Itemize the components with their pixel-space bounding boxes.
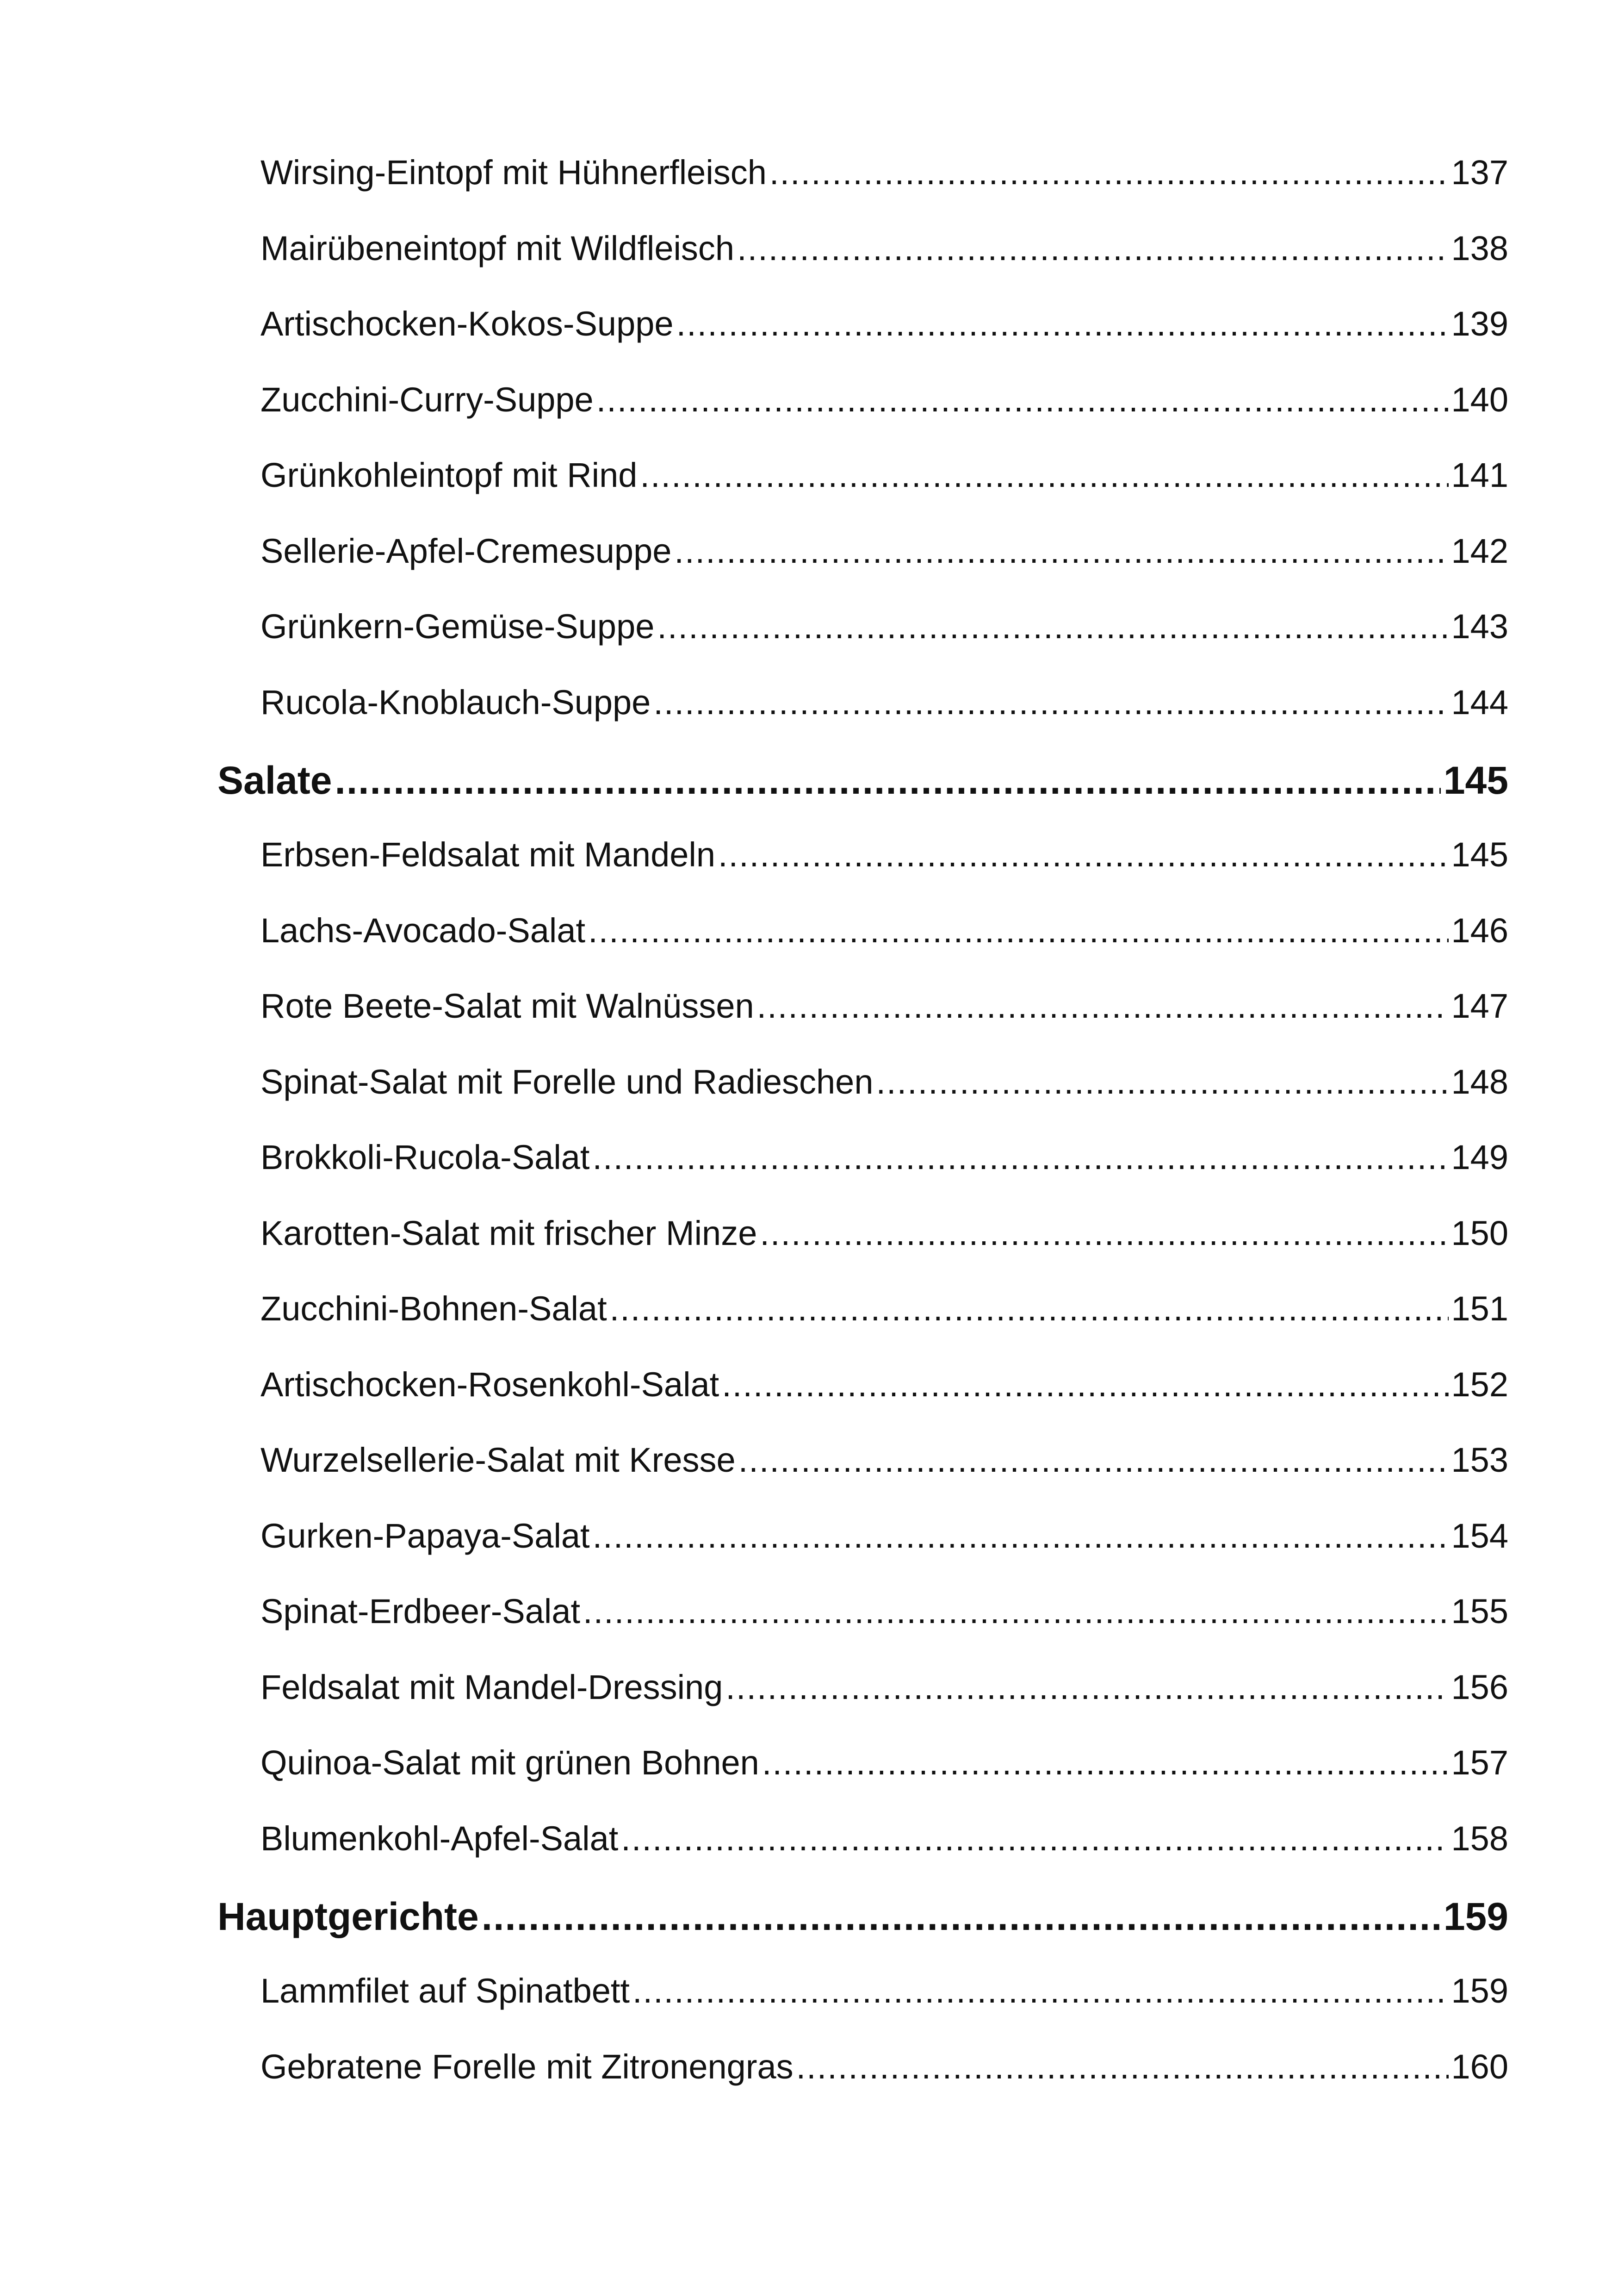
table-of-contents [217, 153, 1508, 2122]
toc-entry-title: Grünkern-Gemüse-Suppe [260, 607, 655, 646]
toc-chapter[interactable] [217, 758, 1508, 835]
toc-entry-title: Brokkoli-Rucola-Salat [260, 1138, 590, 1176]
toc-entry[interactable] [217, 1592, 1508, 1668]
toc-entry-page: 138 [1451, 229, 1508, 268]
toc-entry-title: Erbsen-Feldsalat mit Mandeln [260, 835, 715, 874]
toc-entry-title: Wirsing-Eintopf mit Hühnerfleisch [260, 153, 767, 192]
toc-entry[interactable] [217, 304, 1508, 380]
toc-entry-title: Zucchini-Curry-Suppe [260, 380, 594, 419]
dot-leader [593, 1138, 1449, 1177]
toc-entry[interactable] [217, 2047, 1508, 2123]
dot-leader [760, 1213, 1448, 1253]
dot-leader [676, 304, 1449, 343]
toc-entry-page: 150 [1451, 1213, 1508, 1252]
toc-entry-title: Blumenkohl-Apfel-Salat [260, 1819, 619, 1858]
toc-entry-page: 143 [1451, 607, 1508, 646]
dot-leader [653, 683, 1448, 722]
dot-leader [621, 1819, 1448, 1858]
toc-entry[interactable] [217, 531, 1508, 607]
toc-entry-page: 156 [1451, 1668, 1508, 1706]
dot-leader [588, 911, 1448, 950]
toc-entry-title: Gebratene Forelle mit Zitronengras [260, 2047, 794, 2086]
toc-chapter-page: 159 [1443, 1895, 1508, 1938]
toc-entry[interactable] [217, 911, 1508, 987]
toc-entry[interactable] [217, 1819, 1508, 1895]
toc-entry-title: Spinat-Salat mit Forelle und Radieschen [260, 1062, 874, 1101]
toc-chapter-page: 145 [1443, 759, 1508, 802]
toc-entry-page: 152 [1451, 1365, 1508, 1404]
toc-entry-title: Spinat-Erdbeer-Salat [260, 1592, 581, 1630]
toc-chapter-title: Salate [217, 759, 332, 802]
toc-entry-page: 144 [1451, 683, 1508, 722]
toc-entry-page: 153 [1451, 1441, 1508, 1479]
toc-entry-title: Artischocken-Kokos-Suppe [260, 305, 674, 343]
toc-entry[interactable] [217, 455, 1508, 531]
toc-entry[interactable] [217, 1743, 1508, 1819]
toc-entry-page: 157 [1451, 1743, 1508, 1782]
dot-leader [610, 1289, 1449, 1328]
dot-leader [640, 455, 1448, 495]
toc-entry-title: Grünkohleintopf mit Rind [260, 456, 638, 494]
toc-entry-page: 142 [1451, 531, 1508, 570]
toc-entry-title: Mairübeneintopf mit Wildfleisch [260, 229, 735, 268]
toc-entry-title: Karotten-Salat mit frischer Minze [260, 1213, 757, 1252]
dot-leader [762, 1743, 1449, 1782]
toc-entry-title: Quinoa-Salat mit grünen Bohnen [260, 1743, 759, 1782]
toc-entry[interactable] [217, 683, 1508, 759]
toc-entry-title: Feldsalat mit Mandel-Dressing [260, 1668, 723, 1706]
toc-entry-page: 149 [1451, 1138, 1508, 1176]
toc-entry-page: 140 [1451, 380, 1508, 419]
toc-entry[interactable] [217, 380, 1508, 456]
toc-entry-page: 146 [1451, 911, 1508, 950]
toc-entry[interactable] [217, 1516, 1508, 1592]
toc-entry[interactable] [217, 1138, 1508, 1213]
toc-entry[interactable] [217, 1440, 1508, 1516]
toc-entry-page: 154 [1451, 1516, 1508, 1555]
dot-leader [583, 1592, 1448, 1631]
toc-entry-title: Gurken-Papaya-Salat [260, 1516, 590, 1555]
toc-entry[interactable] [217, 153, 1508, 229]
toc-entry[interactable] [217, 1213, 1508, 1289]
toc-entry[interactable] [217, 1062, 1508, 1138]
toc-entry[interactable] [217, 607, 1508, 683]
toc-entry-page: 160 [1451, 2047, 1508, 2086]
dot-leader [796, 2047, 1449, 2086]
dot-leader [593, 1516, 1449, 1556]
dot-leader [596, 380, 1449, 419]
toc-entry-page: 158 [1451, 1819, 1508, 1858]
dot-leader [718, 835, 1449, 874]
toc-entry-page: 148 [1451, 1062, 1508, 1101]
toc-entry-page: 141 [1451, 456, 1508, 494]
dot-leader [657, 607, 1448, 646]
dot-leader [876, 1062, 1448, 1101]
toc-entry[interactable] [217, 229, 1508, 305]
dot-leader [482, 1894, 1441, 1939]
dot-leader [737, 229, 1448, 268]
toc-entry[interactable] [217, 986, 1508, 1062]
toc-entry-title: Sellerie-Apfel-Cremesuppe [260, 531, 672, 570]
dot-leader [632, 1971, 1449, 2010]
toc-entry-title: Lammfilet auf Spinatbett [260, 1972, 630, 2010]
dot-leader [674, 531, 1448, 571]
toc-entry-title: Lachs-Avocado-Salat [260, 911, 586, 950]
dot-leader [335, 758, 1441, 803]
toc-entry-page: 159 [1451, 1972, 1508, 2010]
toc-entry-page: 151 [1451, 1289, 1508, 1328]
toc-entry-title: Wurzelsellerie-Salat mit Kresse [260, 1441, 736, 1479]
toc-entry-title: Artischocken-Rosenkohl-Salat [260, 1365, 719, 1404]
toc-entry-page: 145 [1451, 835, 1508, 874]
toc-chapter-title: Hauptgerichte [217, 1895, 479, 1938]
dot-leader [769, 153, 1449, 192]
toc-entry-page: 147 [1451, 987, 1508, 1025]
toc-entry[interactable] [217, 1971, 1508, 2047]
toc-chapter[interactable] [217, 1894, 1508, 1971]
toc-entry[interactable] [217, 1365, 1508, 1441]
dot-leader [738, 1440, 1449, 1480]
toc-entry-title: Zucchini-Bohnen-Salat [260, 1289, 607, 1328]
toc-entry-page: 137 [1451, 153, 1508, 192]
dot-leader [757, 986, 1449, 1026]
toc-entry-page: 139 [1451, 305, 1508, 343]
toc-entry[interactable] [217, 1668, 1508, 1743]
toc-entry[interactable] [217, 1289, 1508, 1365]
toc-entry-page: 155 [1451, 1592, 1508, 1630]
toc-entry-title: Rucola-Knoblauch-Suppe [260, 683, 651, 722]
dot-leader [722, 1365, 1448, 1404]
dot-leader [725, 1668, 1448, 1707]
toc-entry[interactable] [217, 835, 1508, 911]
toc-entry-title: Rote Beete-Salat mit Walnüssen [260, 987, 754, 1025]
